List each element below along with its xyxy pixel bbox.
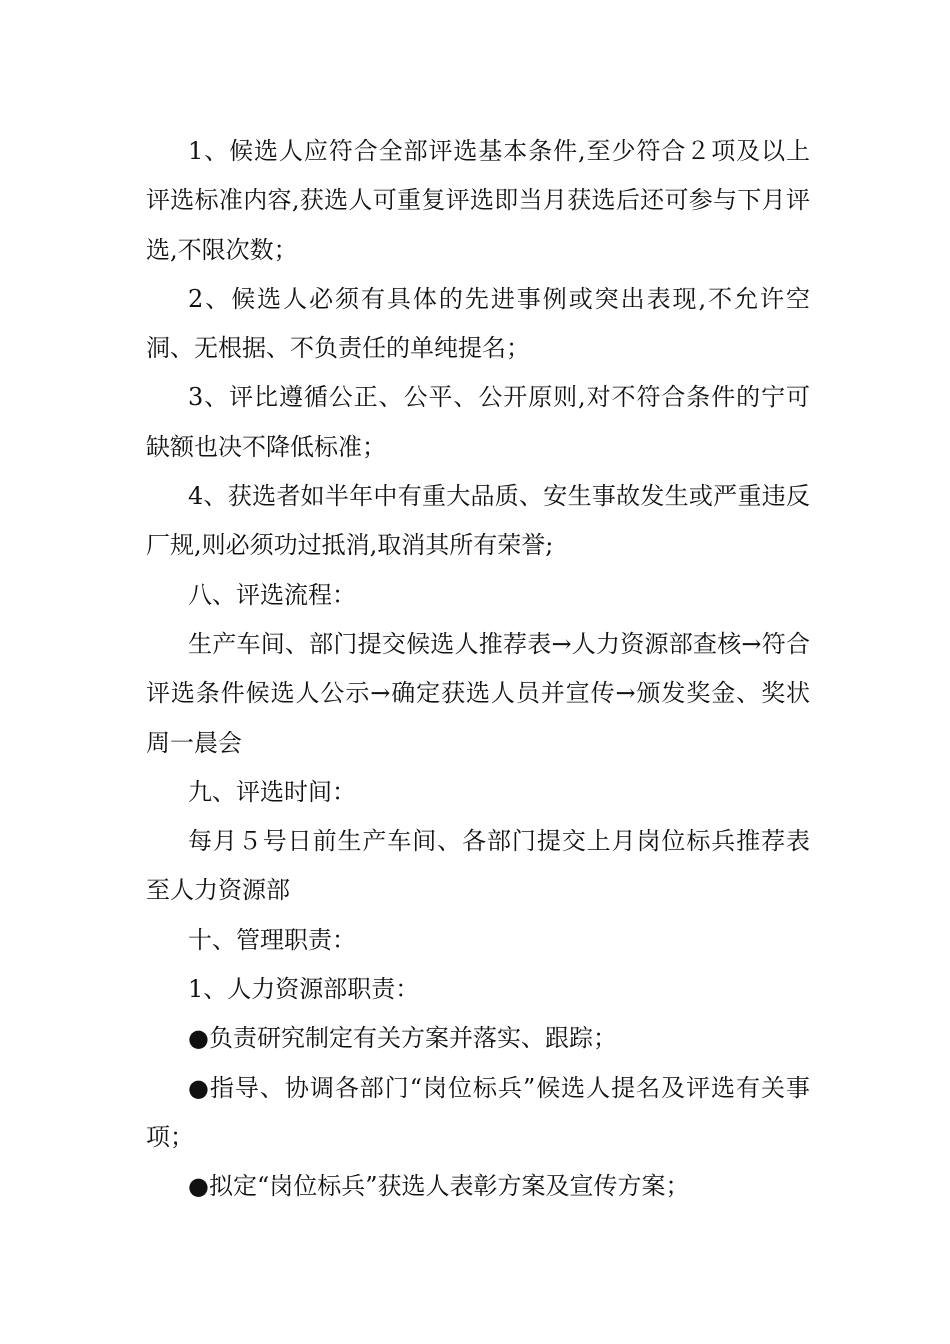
- bullet-item-commendation: ●拟定“岗位标兵”获选人表彰方案及宣传方案；: [188, 1172, 690, 1201]
- paragraph-process-flow: 生产车间、部门提交候选人推荐表→人力资源部查核→符合评选条件候选人公示→确定获选人员并宣传→颁发奖金、奖状周一晨会: [146, 629, 810, 757]
- bullet-item-guidance: ●指导、协调各部门“岗位标兵”候选人提名及评选有关事项；: [146, 1073, 810, 1151]
- paragraph-candidate-deeds: 2、候选人必须有具体的先进事例或突出表现,不允许空洞、无根据、不负责任的单纯提名；: [146, 284, 810, 363]
- section-heading-time: 九、评选时间：: [188, 777, 356, 806]
- paragraph-merit-offset: 4、获选者如半年中有重大品质、安生事故发生或严重违反厂规,则必须功过抵消,取消其所有荣誉;: [146, 482, 810, 560]
- paragraph-candidate-conditions: 1、候选人应符合全部评选基本条件,至少符合２项及以上评选标准内容,获选人可重复评选即当月获选后还可参与下月评选,不限次数；: [146, 137, 810, 264]
- subheading-hr-duties: 1、人力资源部职责：: [188, 975, 420, 1004]
- bullet-item-plan: ●负责研究制定有关方案并落实、跟踪；: [188, 1024, 617, 1053]
- paragraph-fairness-principle: 3、评比遵循公正、公平、公开原则,对不符合条件的宁可缺额也决不降低标准；: [146, 383, 810, 461]
- section-heading-process: 八、评选流程：: [188, 580, 356, 609]
- document-body: [146, 127, 810, 1212]
- section-heading-duties: 十、管理职责：: [188, 925, 356, 954]
- paragraph-submission-time: 每月５号日前生产车间、各部门提交上月岗位标兵推荐表至人力资源部: [146, 827, 810, 905]
